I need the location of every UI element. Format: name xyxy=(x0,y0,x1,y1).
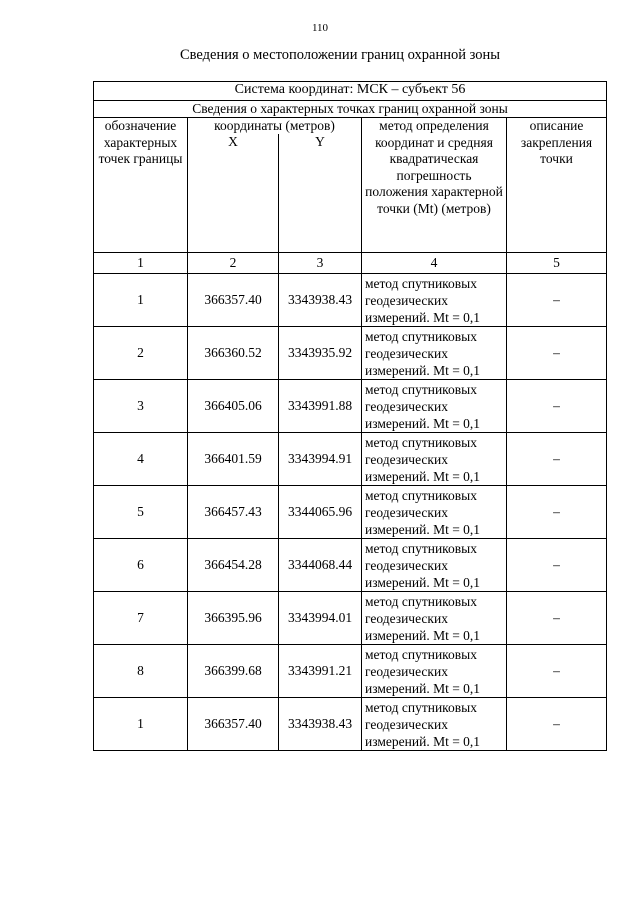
header-description: описание закрепления точки xyxy=(507,118,607,253)
method-cell: метод спутниковых геодезических измерений. Mt = 0,1 xyxy=(362,486,507,539)
column-number: 2 xyxy=(188,253,279,274)
table-row xyxy=(94,274,607,327)
x-coordinate: 366357.40 xyxy=(188,698,279,751)
table-row xyxy=(94,698,607,751)
x-coordinate: 366399.68 xyxy=(188,645,279,698)
x-coordinate: 366401.59 xyxy=(188,433,279,486)
table-row xyxy=(94,327,607,380)
header-method: метод определения координат и средняя квадратическая погрешность положения характерной точки (Mt) (метров) xyxy=(362,118,507,253)
description-cell: – xyxy=(507,433,607,486)
method-cell: метод спутниковых геодезических измерений. Mt = 0,1 xyxy=(362,327,507,380)
y-coordinate: 3343935.92 xyxy=(279,327,362,380)
point-number: 2 xyxy=(94,327,188,380)
column-numbers-row xyxy=(94,253,607,274)
point-number: 4 xyxy=(94,433,188,486)
description-cell: – xyxy=(507,327,607,380)
column-number: 1 xyxy=(94,253,188,274)
system-header-row xyxy=(94,82,607,101)
point-number: 1 xyxy=(94,698,188,751)
description-cell: – xyxy=(507,274,607,327)
method-cell: метод спутниковых геодезических измерений. Mt = 0,1 xyxy=(362,698,507,751)
x-coordinate: 366395.96 xyxy=(188,592,279,645)
x-coordinate: 366454.28 xyxy=(188,539,279,592)
y-coordinate: 3343994.01 xyxy=(279,592,362,645)
point-number: 8 xyxy=(94,645,188,698)
method-cell: метод спутниковых геодезических измерений. Mt = 0,1 xyxy=(362,433,507,486)
point-number: 7 xyxy=(94,592,188,645)
y-coordinate: 3343991.21 xyxy=(279,645,362,698)
description-cell: – xyxy=(507,645,607,698)
y-coordinate: 3343991.88 xyxy=(279,380,362,433)
method-cell: метод спутниковых геодезических измерений. Mt = 0,1 xyxy=(362,274,507,327)
column-number: 5 xyxy=(507,253,607,274)
point-number: 1 xyxy=(94,274,188,327)
x-coordinate: 366357.40 xyxy=(188,274,279,327)
method-cell: метод спутниковых геодезических измерений. Mt = 0,1 xyxy=(362,645,507,698)
description-cell: – xyxy=(507,592,607,645)
point-number: 5 xyxy=(94,486,188,539)
header-designation: обозначение характерных точек границы xyxy=(94,118,188,253)
y-coordinate: 3343938.43 xyxy=(279,698,362,751)
point-number: 3 xyxy=(94,380,188,433)
page-number: 110 xyxy=(311,22,329,34)
x-coordinate: 366360.52 xyxy=(188,327,279,380)
column-header-row xyxy=(94,118,607,135)
header-y: Y xyxy=(279,134,362,253)
method-cell: метод спутниковых геодезических измерений. Mt = 0,1 xyxy=(362,592,507,645)
y-coordinate: 3343994.91 xyxy=(279,433,362,486)
table-row xyxy=(94,486,607,539)
point-number: 6 xyxy=(94,539,188,592)
table-row xyxy=(94,380,607,433)
description-cell: – xyxy=(507,539,607,592)
description-cell: – xyxy=(507,486,607,539)
column-number: 3 xyxy=(279,253,362,274)
page-title: Сведения о местоположении границ охранной зоны xyxy=(179,47,500,63)
header-coordinates: координаты (метров) xyxy=(188,118,362,135)
y-coordinate: 3343938.43 xyxy=(279,274,362,327)
method-cell: метод спутниковых геодезических измерений. Mt = 0,1 xyxy=(362,380,507,433)
table-body xyxy=(94,82,607,751)
y-coordinate: 3344065.96 xyxy=(279,486,362,539)
table-row xyxy=(94,645,607,698)
table-row xyxy=(94,433,607,486)
table-row xyxy=(94,592,607,645)
y-coordinate: 3344068.44 xyxy=(279,539,362,592)
description-cell: – xyxy=(507,698,607,751)
description-cell: – xyxy=(507,380,607,433)
x-coordinate: 366405.06 xyxy=(188,380,279,433)
coordinate-system-header: Система координат: МСК – субъект 56 xyxy=(94,82,607,101)
header-x: X xyxy=(188,134,279,253)
boundary-points-table xyxy=(93,81,607,751)
column-number: 4 xyxy=(362,253,507,274)
table-row xyxy=(94,539,607,592)
method-cell: метод спутниковых геодезических измерений. Mt = 0,1 xyxy=(362,539,507,592)
x-coordinate: 366457.43 xyxy=(188,486,279,539)
section-header: Сведения о характерных точках границ охранной зоны xyxy=(94,101,607,118)
section-header-row xyxy=(94,101,607,118)
